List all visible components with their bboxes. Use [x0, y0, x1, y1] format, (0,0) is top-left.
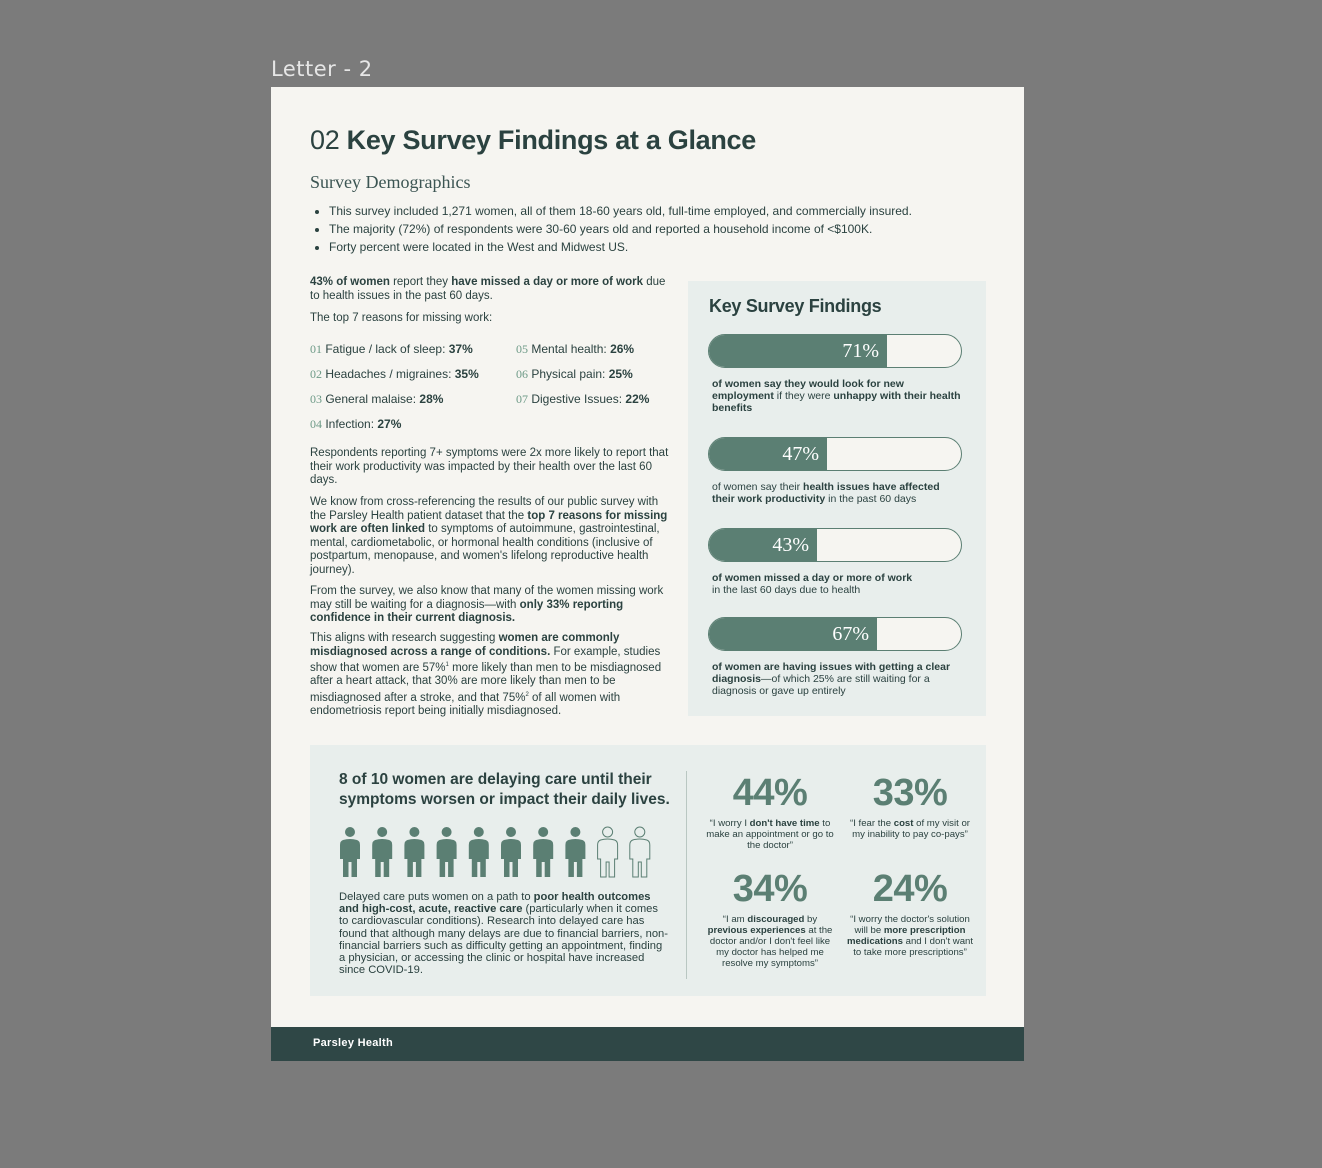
text-bold: only 33% reporting confidence in their current diagnosis.: [310, 598, 624, 624]
paragraph-cross-reference: [310, 496, 670, 577]
reason-label: Physical pain:: [531, 367, 609, 381]
text-bold: don't have time: [749, 818, 820, 829]
reason-item: [310, 392, 443, 407]
reason-number: 02: [310, 367, 322, 381]
progress-bar-label: 47%: [782, 443, 819, 465]
progress-bar: [708, 617, 962, 651]
list-item: • This survey included 1,271 women, all of them 18-60 years old, full-time employed, and commercially insured.: [329, 202, 912, 220]
reason-number: 06: [516, 367, 528, 381]
stat-bold: 43% of women: [310, 276, 390, 288]
finding-description: [712, 572, 962, 596]
person-filled-icon: [501, 827, 521, 877]
text: and I don't want to take more prescriptions”: [853, 936, 974, 958]
reason-pct: 25%: [608, 367, 633, 381]
progress-bar: [708, 334, 962, 368]
text: if they were: [773, 390, 834, 402]
stat-bold: have missed a day or more of work: [451, 276, 644, 288]
reason-number: 04: [310, 417, 322, 431]
reason-number: 03: [310, 392, 322, 406]
person-filled-icon: [372, 827, 392, 877]
reason-item: [516, 367, 633, 382]
reason-label: General malaise:: [325, 392, 420, 406]
delayed-care-panel: [310, 745, 986, 996]
text-bold: of women missed a day or more of work: [712, 572, 913, 584]
people-icon-row: [338, 825, 658, 881]
missed-work-stat: [310, 276, 670, 303]
stat-block: [705, 773, 835, 851]
stat-quote: [705, 818, 835, 851]
text-bold: discouraged: [747, 914, 805, 925]
reason-label: Fatigue / lack of sleep:: [325, 342, 449, 356]
reason-number: 05: [516, 342, 528, 356]
paragraph-misdiagnosis: [310, 632, 670, 719]
text: “I am: [722, 914, 748, 925]
text-bold: health issues have affected their work productivity: [712, 481, 940, 505]
reason-label: Mental health:: [531, 342, 611, 356]
reason-label: Headaches / migraines:: [325, 367, 455, 381]
text: Delayed care puts women on a path to: [339, 891, 534, 903]
title-text: Key Survey Findings at a Glance: [346, 125, 756, 155]
text-bold: more prescription medications: [846, 925, 966, 947]
reason-number: 01: [310, 342, 322, 356]
text: by: [804, 914, 818, 925]
text-bold: poor health outcomes and high-cost, acute, reactive care: [339, 891, 651, 916]
progress-bar-label: 43%: [772, 534, 809, 556]
person-filled-icon: [404, 827, 424, 877]
finding-description: [712, 378, 962, 414]
stat-text: due to health issues in the past 60 days.: [310, 276, 666, 302]
divider: [686, 771, 687, 979]
text-bold: cost: [893, 818, 914, 829]
reason-item: [310, 367, 479, 382]
reason-item: [516, 392, 649, 407]
text-bold: previous experiences: [707, 925, 806, 936]
text: For example, studies show that women are 57%: [310, 645, 661, 674]
person-filled-icon: [340, 827, 360, 877]
text: “I worry I: [709, 818, 750, 829]
text: more likely than men to be misdiagnosed after a heart attack, that 30% are more likely than men to be misdiagnosed after a stroke, and that 75%: [310, 661, 662, 704]
finding-description: [712, 661, 962, 697]
text: to symptoms of autoimmune, gastrointestinal, mental, cardiometabolic, or hormonal health conditions (inclusive of postpartum, menopause, and women's lifelong reproductive health journey).: [310, 523, 660, 576]
text: to make an appointment or go to the doctor”: [706, 818, 834, 851]
progress-bar-label: 67%: [832, 623, 869, 645]
text: —of which 25% are still waiting for a diagnosis or gave up entirely: [712, 673, 930, 697]
list-item: • The majority (72%) of respondents were 30-60 years old and reported a household income of <$100K.: [329, 220, 912, 238]
stat-block: [705, 869, 835, 969]
stat-percent: 24%: [872, 868, 948, 910]
page-footer: [271, 1027, 1024, 1061]
section-subtitle: Survey Demographics: [310, 172, 471, 192]
text: From the survey, we also know that many of the women missing work may still be waiting for a diagnosis—with: [310, 585, 664, 611]
person-outline-icon: [598, 827, 618, 877]
text-bold: of women say they would look for new employment: [712, 378, 904, 402]
stat-block: [845, 869, 975, 958]
stat-quote: [705, 914, 835, 969]
stat-quote: [845, 914, 975, 958]
finding-description: [712, 481, 962, 505]
person-filled-icon: [533, 827, 553, 877]
person-outline-icon: [630, 827, 650, 877]
footnote-ref: 2: [525, 691, 529, 698]
section-number: 02: [310, 125, 340, 155]
text: at the doctor and/or I don't feel like my doctor has helped me resolve my symptoms”: [709, 925, 833, 969]
person-filled-icon: [437, 827, 457, 877]
reason-label: Digestive Issues:: [531, 392, 626, 406]
delayed-care-text: [339, 891, 669, 976]
text-bold: of women are having issues with getting a clear diagnosis: [712, 661, 951, 685]
text: of women say their: [712, 481, 804, 493]
text: This aligns with research suggesting: [310, 632, 499, 644]
text: in the last 60 days due to health: [712, 584, 861, 596]
stat-percent: 44%: [732, 772, 808, 814]
stat-block: [845, 773, 975, 840]
person-filled-icon: [565, 827, 585, 877]
reason-pct: 22%: [625, 392, 650, 406]
reasons-intro: The top 7 reasons for missing work:: [310, 312, 493, 324]
reason-pct: 28%: [419, 392, 444, 406]
key-findings-panel: [688, 281, 986, 716]
stat-quote: [845, 818, 975, 840]
stat-percent: 33%: [872, 772, 948, 814]
frame-label: Letter - 2: [271, 57, 373, 81]
reason-item: [310, 417, 401, 432]
text: in the past 60 days: [825, 493, 917, 505]
text: (particularly when it comes to cardiovascular conditions). Research into delayed care has found that although many delays are due to financial barriers, non-financial barriers such as difficulty getting an appointment, finding a physician, or accessing the clinic or hospital have increased since COVID-19.: [339, 903, 668, 977]
text-bold: women are commonly misdiagnosed across a range of conditions.: [310, 632, 620, 658]
demographics-list: [315, 202, 912, 256]
stat-percent: 34%: [732, 868, 808, 910]
text-bold: unhappy with their health benefits: [712, 390, 961, 414]
text: of all women with endometriosis report being initially misdiagnosed.: [310, 691, 621, 718]
text-bold: top 7 reasons for missing work are often linked: [310, 509, 668, 535]
text: We know from cross-referencing the results of our public survey with the Parsley Health patient dataset that the: [310, 496, 659, 522]
text: of my visit or my inability to pay co-pays”: [852, 818, 970, 840]
paragraph-diagnosis: [310, 585, 670, 626]
person-filled-icon: [469, 827, 489, 877]
reason-pct: 35%: [454, 367, 479, 381]
reason-label: Infection:: [325, 417, 378, 431]
progress-bar-label: 71%: [842, 340, 879, 362]
key-findings-title: Key Survey Findings: [709, 296, 882, 316]
letter-page: [271, 87, 1024, 1061]
reason-pct: 27%: [377, 417, 402, 431]
brand-name: Parsley Health: [313, 1037, 394, 1049]
paragraph-symptoms: Respondents reporting 7+ symptoms were 2x more likely to report that their work productivity was impacted by their health over the last 60 days.: [310, 447, 669, 486]
reason-pct: 37%: [448, 342, 473, 356]
delayed-care-title: 8 of 10 women are delaying care until their symptoms worsen or impact their daily lives.: [339, 771, 670, 808]
reason-pct: 26%: [610, 342, 635, 356]
progress-bar: [708, 437, 962, 471]
list-item: • Forty percent were located in the West and Midwest US.: [329, 238, 912, 256]
page-title: [310, 125, 756, 156]
reason-item: [516, 342, 634, 357]
text: “I fear the: [850, 818, 894, 829]
footnote-ref: 1: [445, 662, 449, 668]
progress-bar: [708, 528, 962, 562]
reason-item: [310, 342, 473, 357]
text: “I worry the doctor's solution will be: [850, 914, 970, 936]
stat-text: report they: [389, 276, 452, 288]
reason-number: 07: [516, 392, 528, 406]
